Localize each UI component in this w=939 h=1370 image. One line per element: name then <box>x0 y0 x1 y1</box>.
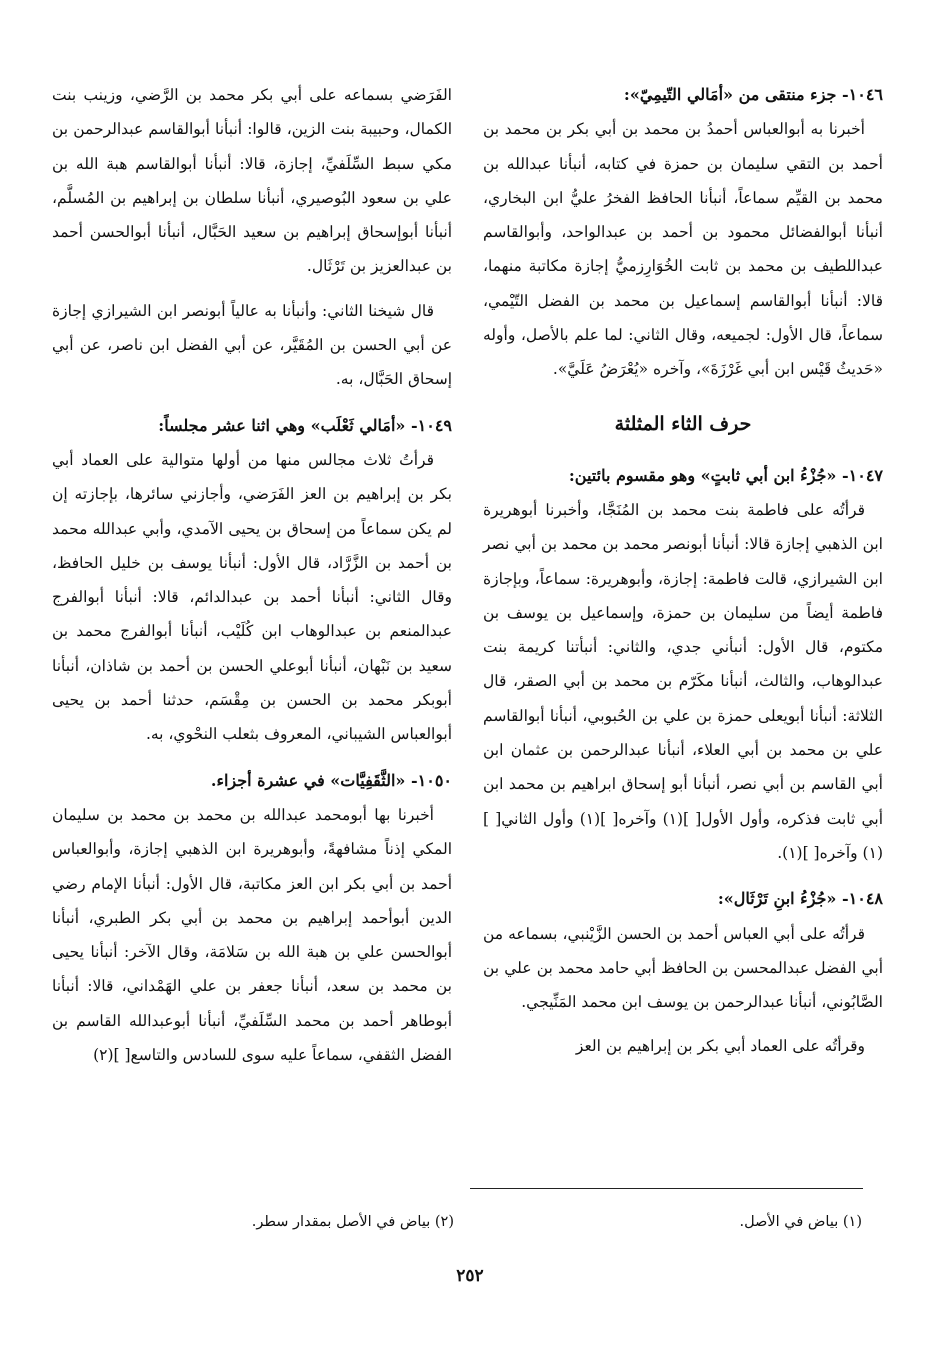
right-column <box>483 78 883 1064</box>
section-title: حرف الثاء المثلثة <box>614 412 752 435</box>
left-column <box>52 78 452 1072</box>
footnote-2: (٢) بياض في الأصل بمقدار سطر. <box>251 1214 454 1230</box>
footnote-1: (١) بياض في الأصل. <box>739 1214 862 1230</box>
entry-heading-1050: ١٠٥٠- «الثَّقَفِيَّات» في عشرة أجزاء. <box>210 770 452 790</box>
entry-text-1047: قرأتُه على فاطمة بنت محمد بن المُنَجَّا، وأخبرنا أبوهريرة ابن الذهبي إجازة قالا: أنبأنا أبونصر محمد بن محمد بن أبي نصر ابن الشيرازي، قالت فاطمة: إجازة، وأبوهريرة: سماعاً، وبإجازة فاطمة أيضاً من سليمان بن حمزة، وإسماعيل بن يوسف بن مكتوم، قال الأول: أنبأني جدي، والثاني: أنبأتنا كريمة بنت عبدالوهاب، والثالث، أنبأنا مكَرّم بن محمد بن أبي الصقر، قال الثلاثة: أنبأنا أبويعلى حمزة بن علي بن الحُبوبي، أنبأنا أبوالقاسم علي بن محمد بن أبي العلاء، أنبأنا عبدالرحمن بن عثمان ابن أبي القاسم بن أبي نصر، أنبأنا أبو إسحاق ابراهيم بن محمد ابن أبي ثابت فذكره، وأول الأول[ ](١) وآخره[ ](١) وأول الثاني[ ](١) وآخره[ ](١). <box>483 500 884 862</box>
entry-text-1048b: وقرأتُه على العماد أبي بكر بن إبراهيم بن العز <box>575 1037 865 1056</box>
entry-heading-1046: ١٠٤٦- جزء منتقى من «أمَالي التّيمِيّ»: <box>623 85 883 104</box>
entry-heading-1048: ١٠٤٨- «جُزْءُ ابنِ تَرْثَال»: <box>717 889 883 909</box>
page-number: ٢٥٢ <box>456 1266 484 1286</box>
entry-text-1046: أخبرنا به أبوالعباس أحمدُ بن محمد بن أبي بكر بن محمد بن أحمد بن التقي سليمان بن حمزة في كتابه، أنبأنا عبدالله بن محمد بن القيِّم سماعاً، أنبأنا الحافظ الفخرُ عليُّ ابن البخاري، أنبأنا أبوالفضائل محمود بن أحمد بن عبدالواحد، وأبوالقاسم عبداللطيف بن محمد بن ثابت الخُوَارِزميُّ إجازة مكاتبة منهما، قالا: أنبأنا أبوالقاسم إسماعيل بن محمد بن الفضل التّيْمي، سماعاً، قال الأول: لجميعه، وقال الثاني: لما علم بالأصل، وأوله «حَديثُ قَيْس ابن أبي غَرْزَةَ»، وآخره «يُعْرَضُ عَلَيَّ». <box>483 120 883 379</box>
entry-text-1048a: قرأتُه على أبي العباس أحمد بن الحسن الزَّيْنبي، بسماعه من أبي الفضل عبدالمحسن بن الحافظ أبي حامد محمد بن علي بن الصَّابُوني، أنبأنا عبدالرحمن بن يوسف ابن محمد المَنِّيجي. <box>483 924 883 1012</box>
entry-text-1048c: الفَرَضي بسماعه على أبي بكر محمد بن الرَّضي، وزينب بنت الكمال، وحبيبة بنت الزين، قالوا: أنبأنا أبوالقاسم عبدالرحمن بن مكي سبط السِّلَفيِّ، إجازة، قالا: أنبأنا أبوالقاسم هبة الله بن علي بن سعود البُوصيري، أنبأنا سلطان بن إبراهيم بن المُسلَّم، أنبأنا أبوإسحاق إبراهيم بن سعيد الحَبَّال، أنبأنا أبوالحسن أحمد بن عبدالعزيز بن تَرْثَال. <box>52 86 452 276</box>
entry-heading-1047: ١٠٤٧- «جُزْءُ ابن أبي ثابتٍ» وهو مقسوم بائتين: <box>568 465 883 485</box>
footnote-divider <box>470 1188 863 1189</box>
entry-text-1050: أخبرنا بها أبومحمد عبدالله بن محمد بن محمد بن سليمان المكي إذناً مشافهةً، وأبوهريرة ابن الذهبي إجازة، وأبوالعباس أحمد بن أبي بكر ابن العز مكاتبة، قال الأول: أنبأنا الإمام رضي الدين أبوأحمد إبراهيم بن محمد بن أبي بكر الطبري، أنبأنا أبوالحسن علي بن هبة الله بن سَلامَة، وقال الآخر: أنبأنا يحيى بن محمد بن سعد، أنبأنا جعفر بن علي الهَمْداني، قالا: أنبأنا أبوطاهر أحمد بن محمد السِّلَفيِّ، أنبأنا أبوعبدالله القاسم بن الفضل الثقفي، سماعاً عليه سوى للسادس والتاسع[ ](٢) <box>52 805 452 1065</box>
entry-text-1049: قرأتُ ثلاث مجالس منها من أولها متوالية على العماد أبي بكر بن إبراهيم بن العز الفَرَضي، وأجازني سائرها، بإجازته إن لم يكن سماعاً من إسحاق بن يحيى الآمدي، وأبي عبدالله محمد بن أحمد بن الزَّرَّاد، قال الأول: أنبأنا يوسف بن خليل الحافظ، وقال الثاني: أنبأنا أحمد بن عبدالدائم، قالا: أنبأنا أبوالفرج عبدالمنعم بن عبدالوهاب ابن كُلَيْب، أنبأنا أبوالفرج محمد بن سعيد بن نَبْهان، أنبأنا أبوعلي الحسن بن أحمد بن شاذان، أنبأنا أبوبكر محمد بن الحسن بن مِقْسَم، حدثنا أحمد بن يحيى أبوالعباس الشيباني، المعروف بثعلب النحْوي، به. <box>52 450 452 744</box>
entry-text-1048d: قال شيخنا الثاني: وأنبأنا به عالياً أبونصر ابن الشيرازي إجازة عن أبي الحسن بن المُقَيَّر، عن أبي الفضل ابن ناصر، عن أبي إسحاق الحَبَّال، به. <box>52 301 452 389</box>
entry-heading-1049: ١٠٤٩- «أمَالي ثَعْلَب» وهي اثنا عشر مجلساً: <box>158 415 452 435</box>
